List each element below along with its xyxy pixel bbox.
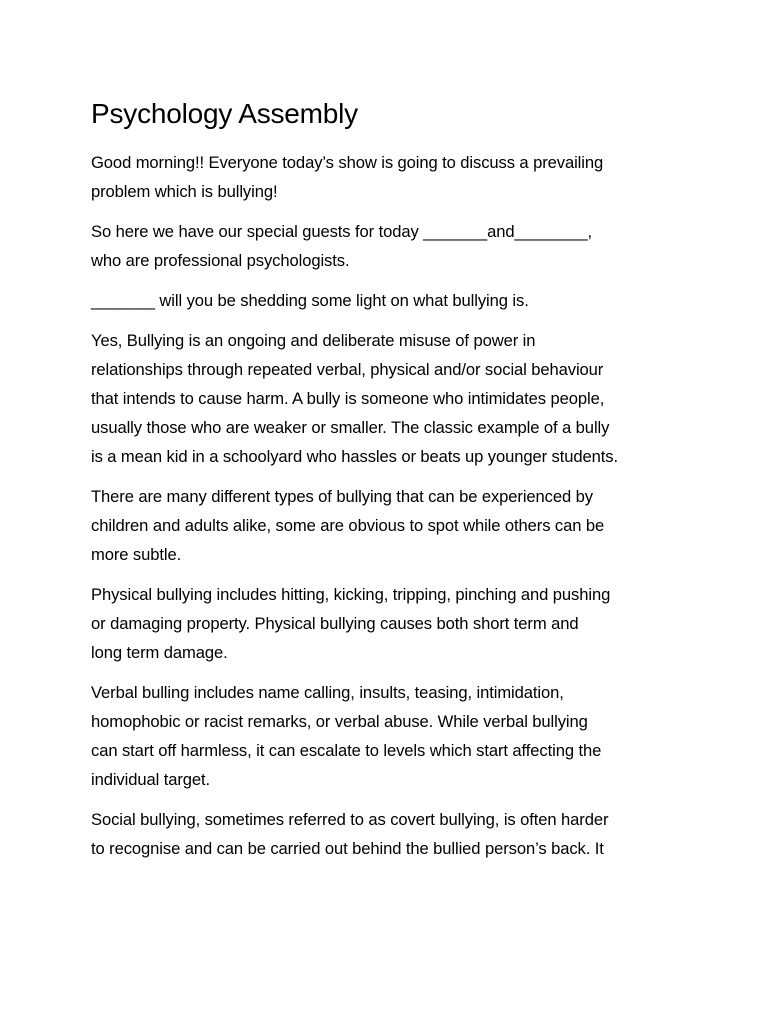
paragraph-question [91,286,691,315]
text-line: Physical bullying includes hitting, kicking, tripping, pinching and pushing [91,585,611,604]
paragraph-physical [91,580,691,667]
paragraph-verbal [91,678,691,794]
text-line: who are professional psychologists. [91,251,350,270]
text-line: Good morning!! Everyone today’s show is going to discuss a prevailing [91,153,604,172]
text-line: _______ will you be shedding some light on what bullying is. [91,291,529,310]
text-line: can start off harmless, it can escalate to levels which start affecting the [91,741,602,760]
text-line: that intends to cause harm. A bully is someone who intimidates people, [91,389,605,408]
paragraph-types [91,482,691,569]
paragraph-guests [91,217,691,275]
text-line: problem which is bullying! [91,182,278,201]
text-line: long term damage. [91,643,228,662]
paragraph-social [91,805,691,863]
text-line: So here we have our special guests for today _______and________, [91,222,593,241]
text-line: or damaging property. Physical bullying causes both short term and [91,614,579,633]
paragraph-greeting [91,148,691,206]
text-line: There are many different types of bullying that can be experienced by [91,487,593,506]
text-line: homophobic or racist remarks, or verbal abuse. While verbal bullying [91,712,588,731]
document-title: Psychology Assembly [91,98,358,129]
text-line: more subtle. [91,545,182,564]
text-line: is a mean kid in a schoolyard who hassles or beats up younger students. [91,447,618,466]
text-line: Social bullying, sometimes referred to as covert bullying, is often harder [91,810,609,829]
text-line: individual target. [91,770,211,789]
document-body [91,94,691,874]
text-line: to recognise and can be carried out behind the bullied person’s back. It [91,839,604,858]
text-line: Yes, Bullying is an ongoing and deliberate misuse of power in [91,331,536,350]
text-line: relationships through repeated verbal, physical and/or social behaviour [91,360,604,379]
text-line: usually those who are weaker or smaller. The classic example of a bully [91,418,610,437]
text-line: children and adults alike, some are obvious to spot while others can be [91,516,605,535]
text-line: Verbal bulling includes name calling, insults, teasing, intimidation, [91,683,564,702]
paragraph-definition [91,326,691,471]
